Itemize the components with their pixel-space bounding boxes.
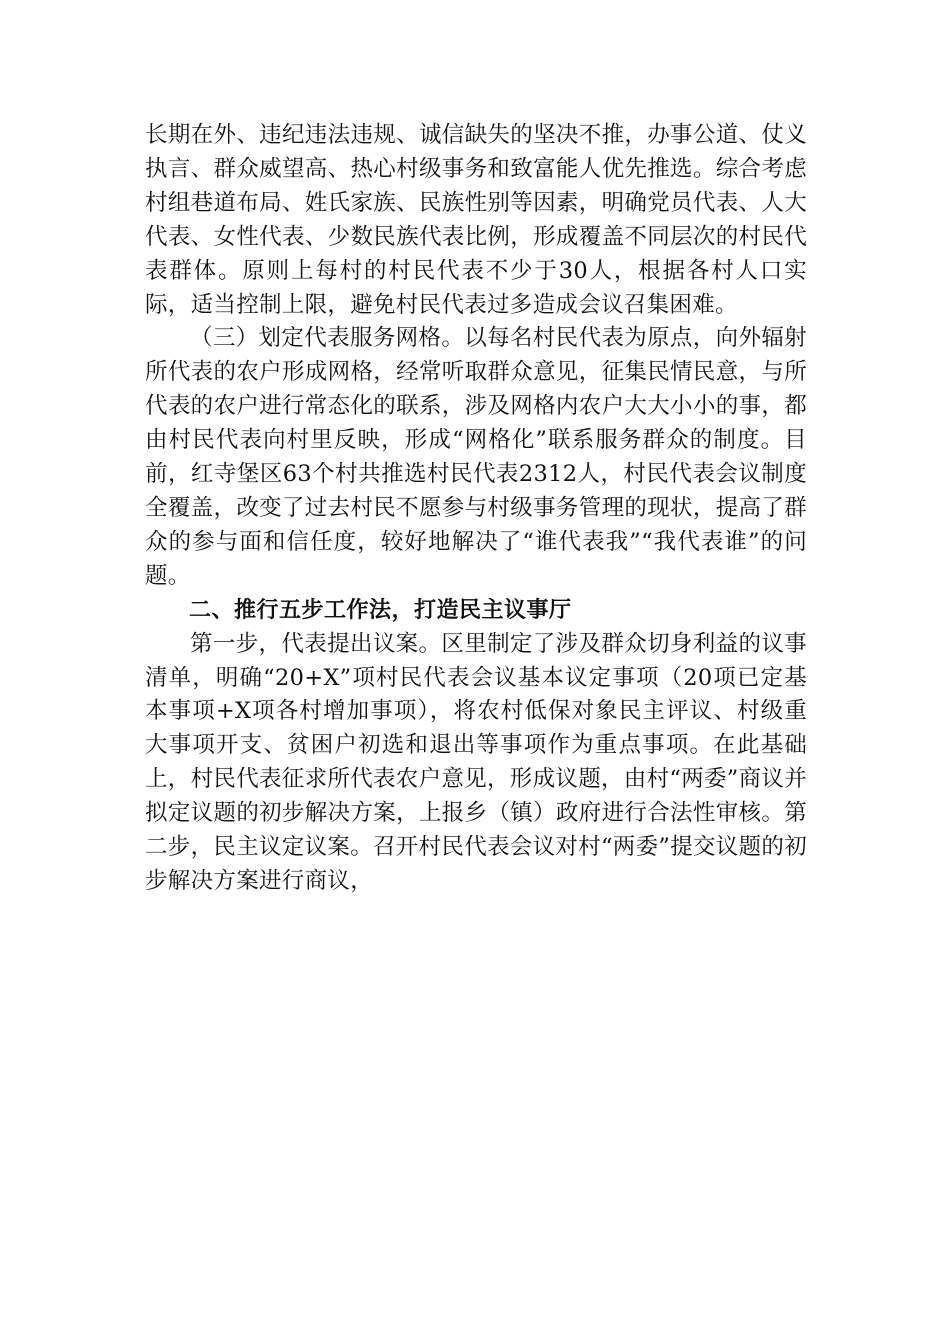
paragraph-service-grid: （三）划定代表服务网格。以每名村民代表为原点，向外辐射所代表的农户形成网格，经常听取群众意见，征集民情民意，与所代表的农户进行常态化的联系，涉及网格内农户大大小小的事，都由村民代表向村里反映，形成“网格化”联系服务群众的制度。目前，红寺堡区63个村共推选村民代表2312人，村民代表会议制度全覆盖，改变了过去村民不愿参与村级事务管理的现状，提高了群众的参与面和信任度，较好地解决了“谁代表我”“我代表谁”的问题。 xyxy=(145,325,807,589)
section-heading: 二、推行五步工作法，打造民主议事厅 xyxy=(189,597,572,623)
paragraph-continued: 长期在外、违纪违法违规、诚信缺失的坚决不推，办事公道、仗义执言、群众威望高、热心村级事务和致富能人优先推选。综合考虑村组巷道布局、姓氏家族、民族性别等因素，明确党员代表、人大代表、女性代表、少数民族代表比例，形成覆盖不同层次的村民代表群体。原则上每村的村民代表不少于30人，根据各村人口实际，适当控制上限，避免村民代表过多造成会议召集困难。 xyxy=(145,122,807,318)
paragraph-five-steps: 第一步，代表提出议案。区里制定了涉及群众切身利益的议事清单，明确“20+X”项村民代表会议基本议定事项（20项已定基本事项+X项各村增加事项），将农村低保对象民主评议、村级重大事项开支、贫困户初选和退出等事项作为重点事项。在此基础上，村民代表征求所代表农户意见，形成议题，由村“两委”商议并拟定议题的初步解决方案，上报乡（镇）政府进行合法性审核。第二步，民主议定议案。召开村民代表会议对村“两委”提交议题的初步解决方案进行商议， xyxy=(145,630,808,894)
document-body xyxy=(145,119,807,899)
